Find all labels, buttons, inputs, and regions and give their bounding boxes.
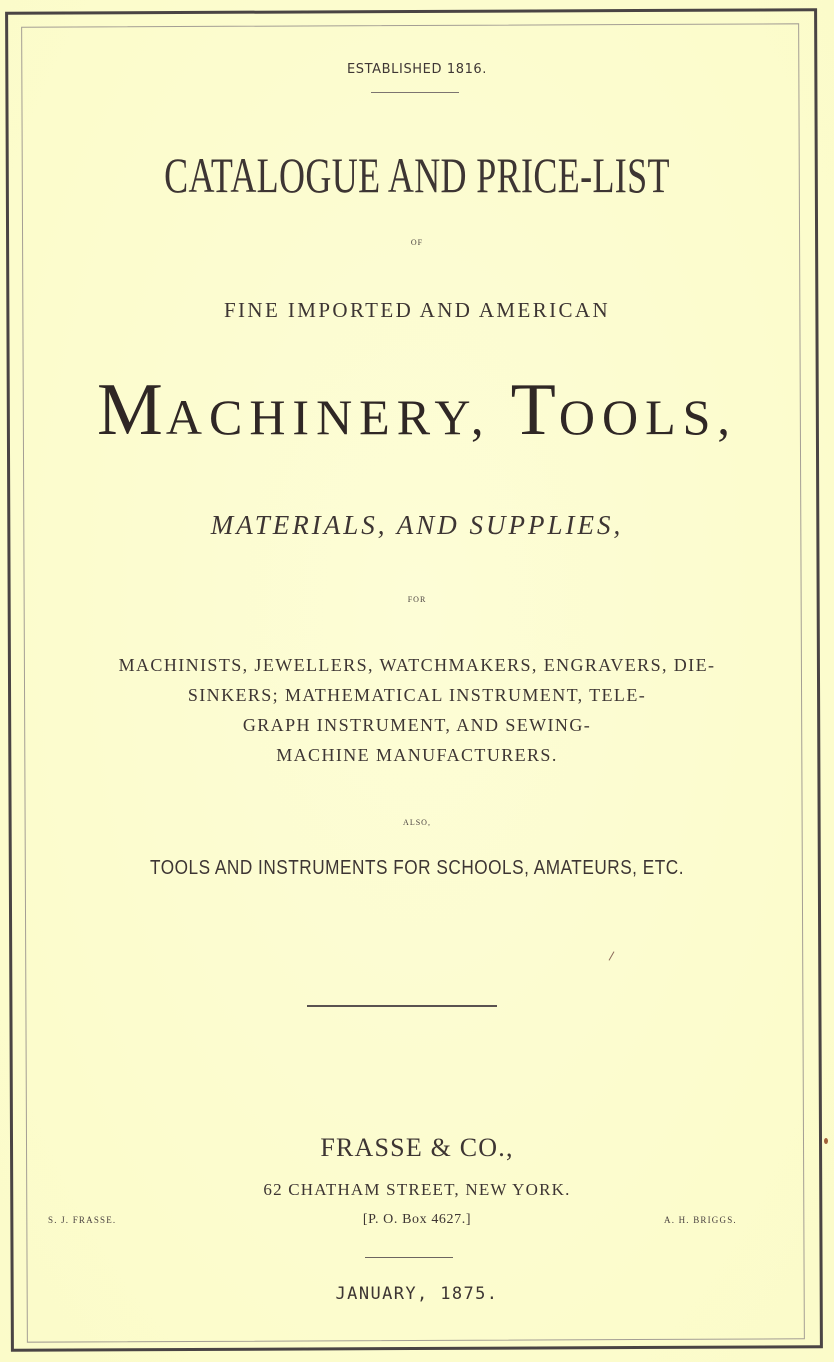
trades-list <box>0 650 834 770</box>
main-heading-initial-t: T <box>510 369 559 451</box>
main-heading-machinery: ACHINERY, <box>165 389 491 445</box>
header-divider <box>371 92 459 93</box>
trades-line: MACHINISTS, JEWELLERS, WATCHMAKERS, ENGRAVERS, DIE- <box>118 655 716 675</box>
firm-address: 62 CHATHAM STREET, NEW YORK. <box>263 1180 571 1199</box>
firm-name: FRASSE & CO., <box>320 1133 514 1162</box>
partner-right: A. H. BRIGGS. <box>664 1215 737 1225</box>
materials-subtitle: MATERIALS, AND SUPPLIES, <box>210 510 624 540</box>
established-line: ESTABLISHED 1816. <box>346 62 488 77</box>
trades-line: SINKERS; MATHEMATICAL INSTRUMENT, TELE- <box>187 685 647 705</box>
trades-line: GRAPH INSTRUMENT, AND SEWING- <box>242 715 592 735</box>
publication-date: JANUARY, 1875. <box>335 1284 499 1304</box>
middle-divider <box>307 1005 497 1007</box>
connector-for: FOR <box>407 595 427 604</box>
main-heading-tools: OOLS, <box>558 389 737 445</box>
main-heading-initial-m: M <box>97 369 166 451</box>
partner-left: S. J. FRASSE. <box>48 1215 117 1225</box>
fine-imported-line: FINE IMPORTED AND AMERICAN <box>223 298 611 322</box>
trades-line: MACHINE MANUFACTURERS. <box>276 745 558 765</box>
po-box: [P. O. Box 4627.] <box>362 1212 472 1227</box>
paper-speck <box>824 1138 828 1144</box>
schools-amateurs-line: TOOLS AND INSTRUMENTS FOR SCHOOLS, AMATEURS, ETC. <box>149 857 685 879</box>
connector-also: ALSO, <box>403 818 431 827</box>
catalogue-title: CATALOGUE AND PRICE-LIST <box>164 147 670 203</box>
footer-divider <box>365 1257 453 1258</box>
connector-of: OF <box>410 238 424 247</box>
main-heading <box>0 368 834 453</box>
